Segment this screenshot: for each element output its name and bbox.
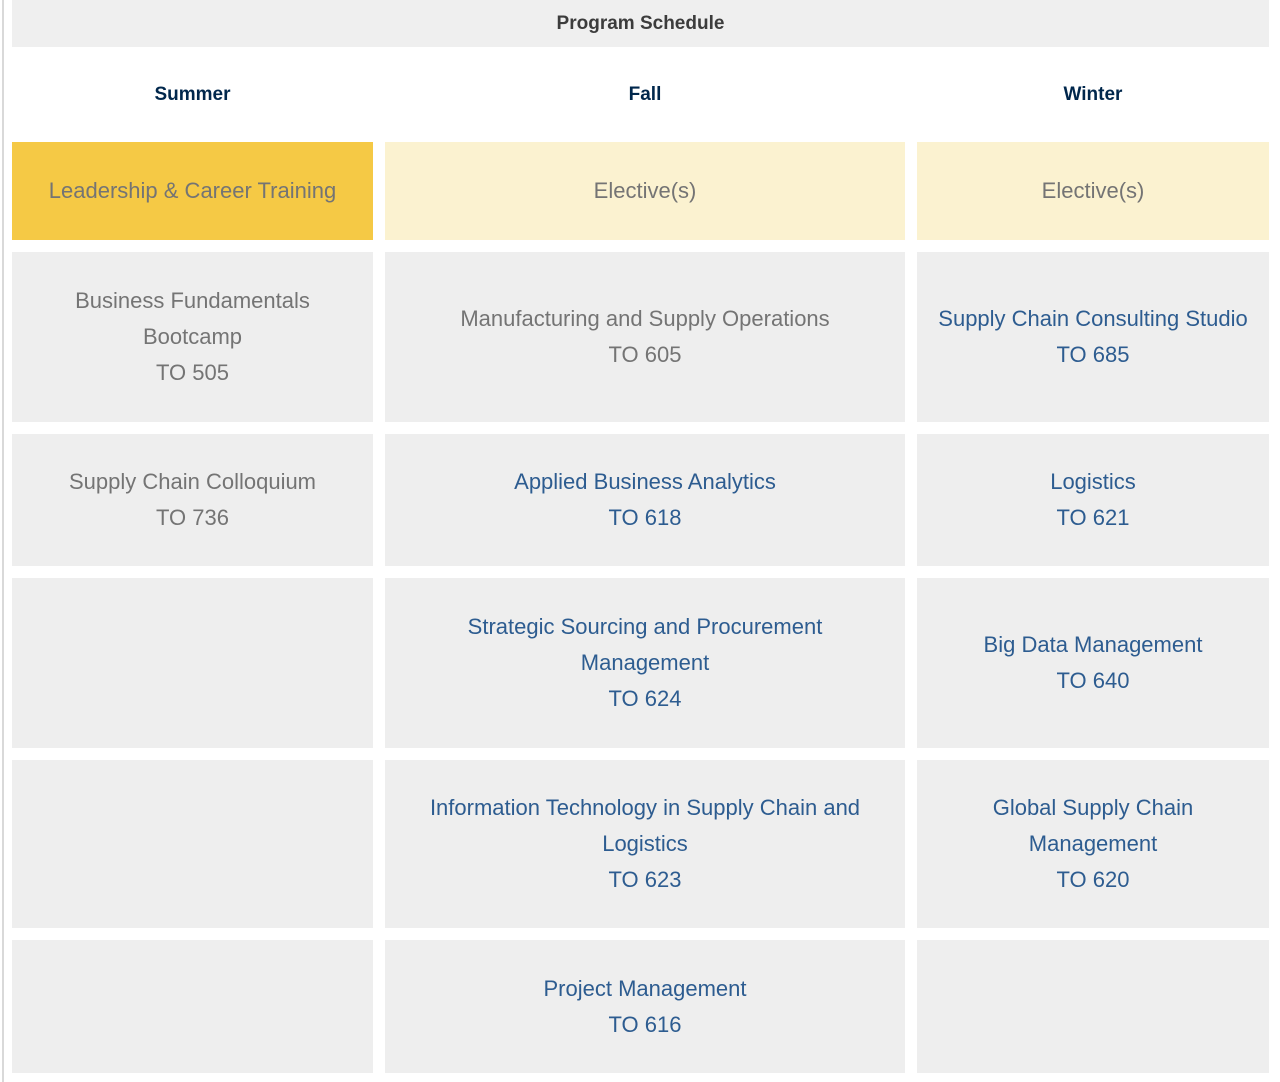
course-title: Supply Chain Consulting Studio [938, 306, 1248, 331]
cell-business-fundamentals-bootcamp [12, 252, 373, 422]
course-title: Global Supply Chain Management [992, 795, 1194, 856]
cell-logistics [917, 434, 1269, 566]
cell-strategic-sourcing-procurement [385, 578, 905, 748]
course-link-to-685[interactable] [938, 301, 1247, 373]
course-code: TO 616 [608, 1011, 682, 1037]
empty-cell [12, 760, 373, 928]
course-code: TO 505 [156, 360, 229, 385]
course-title: Project Management [543, 975, 747, 1001]
schedule-title-bar [12, 0, 1269, 47]
cell-supply-chain-colloquium [12, 434, 373, 566]
course-title: Elective(s) [1041, 178, 1145, 203]
cell-information-technology-supply-chain [385, 760, 905, 928]
empty-cell [12, 578, 373, 748]
course-code: TO 624 [608, 686, 682, 711]
course-link-to-620[interactable] [937, 790, 1249, 898]
column-header-summer: Summer [154, 83, 231, 105]
course-title: Applied Business Analytics [514, 469, 776, 494]
course-link-to-616[interactable] [544, 971, 747, 1043]
course-link-to-640[interactable] [984, 627, 1203, 699]
course-title: Logistics [1050, 469, 1136, 494]
course-title: Strategic Sourcing and Procurement Management [467, 614, 823, 675]
course-title: Information Technology in Supply Chain and Logistics [429, 795, 861, 856]
course-title: Supply Chain Colloquium [68, 469, 317, 494]
column-header-fall: Fall [628, 83, 662, 105]
cell-big-data-management [917, 578, 1269, 748]
course-title: Big Data Management [983, 632, 1203, 657]
course-code: TO 640 [1056, 668, 1130, 693]
course-code: TO 621 [1056, 505, 1130, 530]
schedule-title: Program Schedule [556, 12, 725, 34]
page-left-border [2, 0, 4, 1082]
course-title: Business Fundamentals Bootcamp [75, 288, 310, 349]
course-title: Manufacturing and Supply Operations [460, 306, 830, 331]
course-title: Elective(s) [593, 178, 697, 203]
course-link-to-623[interactable] [405, 790, 885, 898]
course-link-to-621[interactable] [1050, 464, 1136, 536]
course-link-to-618[interactable] [514, 464, 776, 536]
cell-elective-winter [917, 142, 1269, 240]
cell-project-management [385, 940, 905, 1073]
course-code: TO 605 [608, 342, 682, 367]
column-header-winter: Winter [1063, 83, 1123, 105]
course-code: TO 620 [1056, 867, 1130, 892]
course-title: Leadership & Career Training [48, 178, 337, 203]
schedule-grid [12, 142, 1269, 1073]
cell-leadership-career-training [12, 142, 373, 240]
course-code: TO 685 [1056, 342, 1130, 367]
course-code: TO 623 [608, 867, 682, 892]
season-header-row [12, 47, 1269, 142]
empty-cell [12, 940, 373, 1073]
cell-applied-business-analytics [385, 434, 905, 566]
course-code: TO 618 [608, 505, 682, 530]
course-code: TO 736 [156, 505, 229, 530]
cell-manufacturing-supply-operations [385, 252, 905, 422]
cell-supply-chain-consulting-studio [917, 252, 1269, 422]
cell-global-supply-chain-management [917, 760, 1269, 928]
empty-cell [917, 940, 1269, 1073]
cell-elective-fall [385, 142, 905, 240]
course-link-to-624[interactable] [405, 609, 885, 717]
